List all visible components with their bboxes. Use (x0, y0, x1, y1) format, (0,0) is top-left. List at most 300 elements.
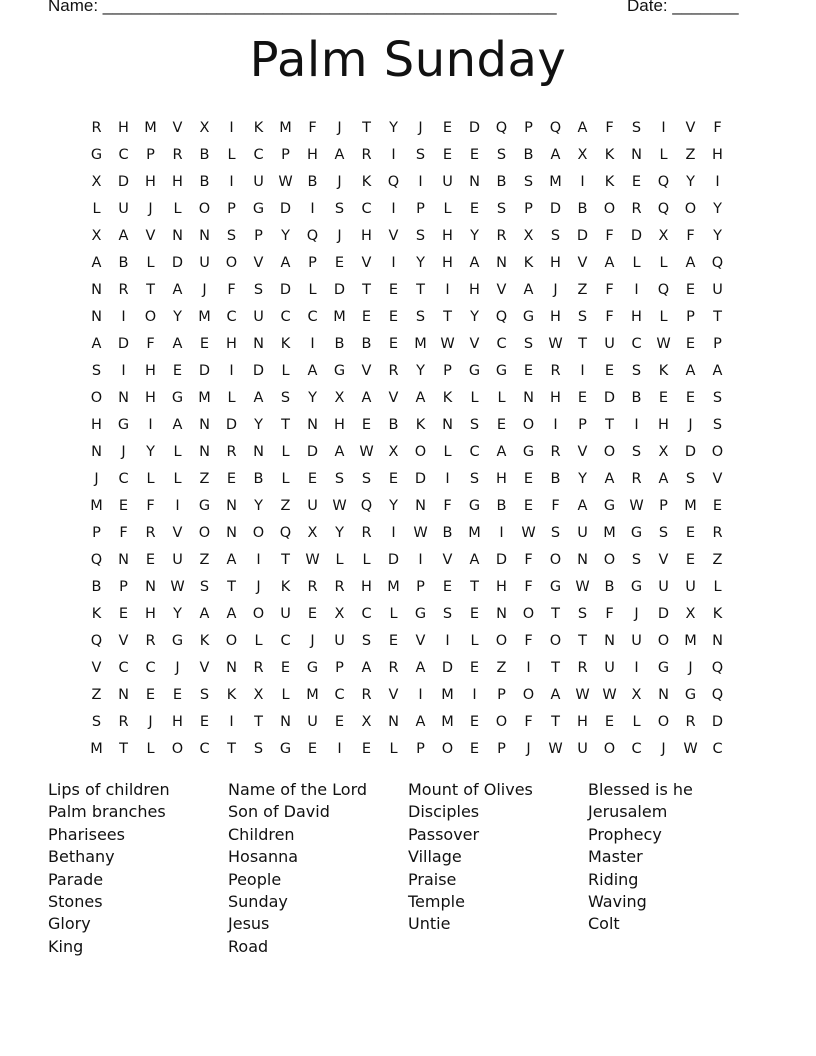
grid-letter: Q (657, 173, 670, 190)
grid-letter: L (632, 713, 641, 730)
word-list-item: Glory (48, 914, 91, 934)
grid-letter: L (632, 254, 641, 271)
grid-letter: S (442, 605, 453, 622)
grid-letter: G (549, 578, 562, 595)
grid-letter: D (117, 335, 130, 352)
grid-letter: A (604, 470, 615, 487)
grid-letter: G (630, 524, 643, 541)
grid-letter: G (414, 605, 427, 622)
grid-letter: V (91, 659, 102, 676)
grid-letter: X (199, 119, 210, 136)
grid-letter: L (389, 740, 398, 757)
grid-letter: S (712, 389, 723, 406)
grid-letter: O (90, 389, 103, 406)
grid-letter: B (496, 173, 507, 190)
grid-letter: Q (657, 200, 670, 217)
grid-letter: R (361, 524, 372, 541)
grid-letter: W (602, 686, 617, 703)
grid-letter: J (148, 200, 153, 217)
grid-letter: I (526, 659, 531, 676)
grid-letter: B (307, 173, 318, 190)
grid-letter: H (550, 308, 561, 325)
grid-letter: B (334, 335, 345, 352)
grid-letter: A (361, 389, 372, 406)
grid-letter: V (145, 227, 156, 244)
grid-letter: A (91, 254, 102, 271)
grid-letter: Y (146, 443, 155, 460)
grid-letter: E (361, 416, 372, 433)
grid-letter: D (441, 659, 454, 676)
grid-letter: K (523, 254, 534, 271)
grid-letter: S (415, 308, 426, 325)
grid-letter: E (523, 497, 534, 514)
word-list-item: Palm branches (48, 802, 166, 822)
grid-letter: Q (279, 524, 292, 541)
word-list-item: Disciples (408, 802, 480, 822)
header-line (48, 0, 748, 16)
grid-letter: H (496, 578, 507, 595)
grid-letter: Z (496, 659, 507, 676)
grid-letter: W (683, 740, 698, 757)
grid-letter: O (711, 443, 724, 460)
grid-letter: T (281, 551, 290, 568)
grid-letter: A (334, 146, 345, 163)
grid-letter: K (91, 605, 102, 622)
grid-letter: D (171, 254, 184, 271)
grid-letter: I (580, 362, 585, 379)
grid-letter: W (575, 578, 590, 595)
grid-letter: V (496, 281, 507, 298)
grid-letter: J (688, 659, 693, 676)
grid-letter: I (445, 281, 450, 298)
grid-letter: T (551, 659, 560, 676)
grid-letter: P (524, 200, 533, 217)
grid-letter: U (604, 335, 615, 352)
grid-letter: S (658, 524, 669, 541)
grid-letter: K (658, 362, 669, 379)
grid-letter: A (253, 389, 264, 406)
grid-letter: L (227, 389, 236, 406)
grid-letter: D (549, 200, 562, 217)
grid-letter: I (418, 551, 423, 568)
grid-letter: E (685, 551, 696, 568)
grid-letter: O (144, 308, 157, 325)
grid-letter: L (470, 389, 479, 406)
grid-letter: Y (335, 524, 344, 541)
grid-letter: C (712, 740, 723, 757)
grid-letter: D (684, 443, 697, 460)
grid-letter: D (495, 551, 508, 568)
grid-letter: P (686, 308, 695, 325)
grid-letter: S (577, 605, 588, 622)
grid-letter: R (145, 524, 156, 541)
grid-letter: N (199, 227, 210, 244)
grid-letter: U (712, 281, 723, 298)
word-list-item: Untie (408, 914, 451, 934)
grid-letter: E (199, 713, 210, 730)
letter-grid (83, 114, 731, 762)
grid-letter: R (118, 713, 129, 730)
grid-letter: N (118, 551, 129, 568)
grid-letter: O (549, 632, 562, 649)
grid-letter: W (359, 443, 374, 460)
grid-letter: I (472, 686, 477, 703)
grid-letter: Z (91, 686, 102, 703)
word-list-item: Parade (48, 869, 104, 889)
grid-letter: E (685, 389, 696, 406)
grid-letter: O (603, 740, 616, 757)
grid-letter: T (443, 308, 452, 325)
grid-letter: E (280, 659, 291, 676)
grid-letter: D (657, 605, 670, 622)
grid-letter: R (388, 362, 399, 379)
grid-letter: W (413, 524, 428, 541)
grid-letter: N (91, 308, 102, 325)
grid-letter: Y (470, 308, 479, 325)
grid-letter: A (334, 443, 345, 460)
grid-letter: E (388, 632, 399, 649)
grid-letter: G (171, 632, 184, 649)
grid-letter: T (227, 578, 236, 595)
grid-letter: Y (713, 200, 722, 217)
grid-letter: R (172, 146, 183, 163)
grid-letter: J (121, 443, 126, 460)
grid-letter: S (253, 740, 264, 757)
grid-letter: H (577, 713, 588, 730)
grid-letter: Z (199, 551, 210, 568)
grid-letter: S (199, 578, 210, 595)
name-field-label[interactable]: Name: ________________________________________________ (48, 0, 557, 15)
grid-letter: H (550, 389, 561, 406)
grid-letter: P (416, 200, 425, 217)
grid-letter: N (658, 686, 669, 703)
grid-letter: O (522, 686, 535, 703)
grid-letter: H (712, 146, 723, 163)
grid-letter: V (469, 335, 480, 352)
grid-letter: E (469, 146, 480, 163)
grid-letter: C (361, 200, 372, 217)
grid-letter: V (442, 551, 453, 568)
grid-letter: T (578, 335, 587, 352)
grid-letter: U (604, 659, 615, 676)
grid-letter: E (172, 686, 183, 703)
grid-letter: V (577, 254, 588, 271)
grid-letter: E (307, 740, 318, 757)
grid-letter: X (388, 443, 399, 460)
grid-letter: A (550, 686, 561, 703)
grid-letter: Q (711, 686, 724, 703)
grid-letter: I (121, 308, 126, 325)
grid-letter: U (631, 632, 642, 649)
grid-letter: A (415, 713, 426, 730)
grid-letter: A (523, 281, 534, 298)
grid-letter: P (497, 686, 506, 703)
grid-letter: X (361, 713, 372, 730)
grid-letter: S (631, 443, 642, 460)
grid-letter: N (415, 497, 426, 514)
grid-letter: O (225, 632, 238, 649)
grid-letter: L (362, 551, 371, 568)
word-list-item: Pharisees (48, 824, 125, 844)
grid-letter: L (92, 200, 101, 217)
grid-letter: E (361, 308, 372, 325)
grid-letter: B (442, 524, 453, 541)
grid-letter: D (630, 227, 643, 244)
grid-letter: N (199, 416, 210, 433)
grid-letter: C (118, 659, 129, 676)
grid-letter: D (468, 119, 481, 136)
grid-letter: K (280, 335, 291, 352)
grid-letter: A (199, 605, 210, 622)
grid-letter: M (90, 740, 103, 757)
grid-letter: A (550, 146, 561, 163)
grid-letter: B (199, 146, 210, 163)
grid-letter: E (604, 713, 615, 730)
grid-letter: P (578, 416, 587, 433)
grid-letter: F (308, 119, 317, 136)
grid-letter: D (306, 443, 319, 460)
grid-letter: D (576, 227, 589, 244)
grid-letter: L (497, 389, 506, 406)
grid-letter: K (415, 416, 426, 433)
grid-letter: V (172, 524, 183, 541)
grid-letter: S (415, 146, 426, 163)
grid-letter: E (685, 524, 696, 541)
word-list-item: Passover (408, 824, 480, 844)
grid-letter: G (333, 362, 346, 379)
grid-letter: E (442, 119, 453, 136)
grid-letter: V (712, 470, 723, 487)
grid-letter: R (496, 227, 507, 244)
grid-letter: L (281, 362, 290, 379)
grid-letter: T (551, 605, 560, 622)
grid-letter: F (119, 524, 128, 541)
grid-letter: U (280, 605, 291, 622)
grid-letter: E (523, 470, 534, 487)
grid-letter: V (199, 659, 210, 676)
grid-letter: T (362, 281, 371, 298)
word-list-item: Hosanna (228, 847, 299, 867)
grid-letter: S (226, 227, 237, 244)
grid-letter: P (497, 740, 506, 757)
grid-letter: E (199, 335, 210, 352)
grid-letter: B (361, 335, 372, 352)
grid-letter: L (173, 200, 182, 217)
grid-letter: K (226, 686, 237, 703)
grid-letter: D (279, 281, 292, 298)
grid-letter: Y (416, 254, 425, 271)
grid-letter: K (712, 605, 723, 622)
grid-letter: W (332, 497, 347, 514)
grid-letter: O (657, 632, 670, 649)
grid-letter: E (658, 389, 669, 406)
grid-letter: H (145, 389, 156, 406)
grid-letter: N (577, 551, 588, 568)
grid-letter: V (388, 686, 399, 703)
grid-letter: X (91, 173, 102, 190)
grid-letter: U (253, 308, 264, 325)
grid-letter: M (684, 497, 697, 514)
grid-letter: D (414, 470, 427, 487)
grid-letter: I (310, 200, 315, 217)
word-list-item: Mount of Olives (408, 780, 533, 799)
grid-letter: L (254, 632, 263, 649)
grid-letter: L (659, 308, 668, 325)
grid-letter: M (198, 389, 211, 406)
grid-letter: R (685, 713, 696, 730)
grid-letter: J (661, 740, 666, 757)
grid-letter: W (521, 524, 536, 541)
grid-letter: O (198, 524, 211, 541)
grid-letter: T (227, 740, 236, 757)
grid-letter: A (361, 659, 372, 676)
grid-letter: W (440, 335, 455, 352)
grid-letter: A (577, 497, 588, 514)
grid-letter: N (118, 686, 129, 703)
grid-letter: V (118, 632, 129, 649)
grid-letter: H (442, 254, 453, 271)
grid-letter: L (146, 740, 155, 757)
grid-letter: I (229, 119, 234, 136)
grid-letter: C (118, 146, 129, 163)
grid-letter: I (391, 146, 396, 163)
grid-letter: Q (306, 227, 319, 244)
grid-letter: O (171, 740, 184, 757)
grid-letter: S (91, 713, 102, 730)
grid-letter: R (388, 659, 399, 676)
grid-letter: Z (199, 470, 210, 487)
grid-letter: R (550, 443, 561, 460)
grid-letter: S (550, 524, 561, 541)
grid-letter: N (712, 632, 723, 649)
word-list-item: Stones (48, 892, 103, 912)
grid-letter: D (252, 362, 265, 379)
grid-letter: X (91, 227, 102, 244)
grid-letter: E (145, 686, 156, 703)
grid-letter: K (253, 119, 264, 136)
grid-letter: M (684, 632, 697, 649)
grid-letter: D (333, 281, 346, 298)
grid-letter: G (171, 389, 184, 406)
grid-letter: S (280, 389, 291, 406)
grid-letter: V (388, 389, 399, 406)
grid-letter: P (92, 524, 101, 541)
grid-letter: N (118, 389, 129, 406)
grid-letter: T (470, 578, 479, 595)
grid-letter: M (441, 713, 454, 730)
grid-letter: I (634, 281, 639, 298)
grid-letter: P (254, 227, 263, 244)
grid-letter: E (334, 254, 345, 271)
grid-letter: S (334, 200, 345, 217)
grid-letter: W (278, 173, 293, 190)
date-field-label[interactable]: Date: _______ (627, 0, 739, 15)
grid-letter: L (281, 686, 290, 703)
grid-letter: I (229, 362, 234, 379)
grid-letter: Y (389, 119, 398, 136)
grid-letter: N (253, 335, 264, 352)
word-list-item: King (48, 936, 84, 956)
grid-letter: X (253, 686, 264, 703)
grid-letter: R (118, 281, 129, 298)
grid-letter: G (198, 497, 211, 514)
grid-letter: B (577, 200, 588, 217)
grid-letter: S (415, 227, 426, 244)
grid-letter: W (548, 335, 563, 352)
grid-letter: Q (90, 632, 103, 649)
grid-letter: V (172, 119, 183, 136)
grid-letter: S (496, 146, 507, 163)
grid-letter: O (657, 713, 670, 730)
grid-letter: F (524, 632, 533, 649)
grid-letter: X (334, 605, 345, 622)
grid-letter: T (605, 416, 614, 433)
grid-letter: M (279, 119, 292, 136)
grid-letter: U (334, 632, 345, 649)
grid-letter: R (577, 659, 588, 676)
word-list-item: Colt (588, 914, 620, 934)
word-list-item: Lips of children (48, 780, 170, 799)
word-list-item: Jesus (228, 914, 270, 934)
grid-letter: X (631, 686, 642, 703)
grid-letter: E (226, 470, 237, 487)
grid-letter: B (388, 416, 399, 433)
grid-letter: P (146, 146, 155, 163)
grid-letter: U (577, 740, 588, 757)
grid-letter: G (522, 443, 535, 460)
grid-letter: C (280, 632, 291, 649)
grid-letter: O (252, 524, 265, 541)
grid-letter: R (712, 524, 723, 541)
grid-letter: H (469, 281, 480, 298)
grid-letter: N (469, 173, 480, 190)
word-list-item: People (228, 869, 282, 889)
grid-letter: Y (173, 605, 182, 622)
grid-letter: I (337, 740, 342, 757)
grid-letter: E (604, 362, 615, 379)
grid-letter: B (118, 254, 129, 271)
grid-letter: Y (173, 308, 182, 325)
word-list-item: Riding (588, 869, 639, 889)
grid-letter: E (469, 713, 480, 730)
grid-letter: I (391, 524, 396, 541)
grid-letter: S (469, 416, 480, 433)
grid-letter: R (253, 659, 264, 676)
word-list-item: Sunday (228, 892, 288, 912)
grid-letter: N (91, 443, 102, 460)
grid-letter: X (334, 389, 345, 406)
grid-letter: N (199, 443, 210, 460)
grid-letter: W (656, 335, 671, 352)
grid-letter: H (361, 227, 372, 244)
grid-letter: A (172, 416, 183, 433)
grid-letter: T (713, 308, 722, 325)
grid-letter: X (577, 146, 588, 163)
grid-letter: Y (713, 227, 722, 244)
grid-letter: S (577, 308, 588, 325)
grid-letter: A (496, 443, 507, 460)
page-title: Palm Sunday (249, 32, 567, 88)
grid-letter: V (685, 119, 696, 136)
grid-letter: J (256, 578, 261, 595)
grid-letter: L (659, 254, 668, 271)
grid-letter: A (469, 254, 480, 271)
grid-letter: A (415, 389, 426, 406)
grid-letter: U (685, 578, 696, 595)
grid-letter: C (253, 146, 264, 163)
grid-letter: F (605, 281, 614, 298)
grid-letter: I (148, 416, 153, 433)
